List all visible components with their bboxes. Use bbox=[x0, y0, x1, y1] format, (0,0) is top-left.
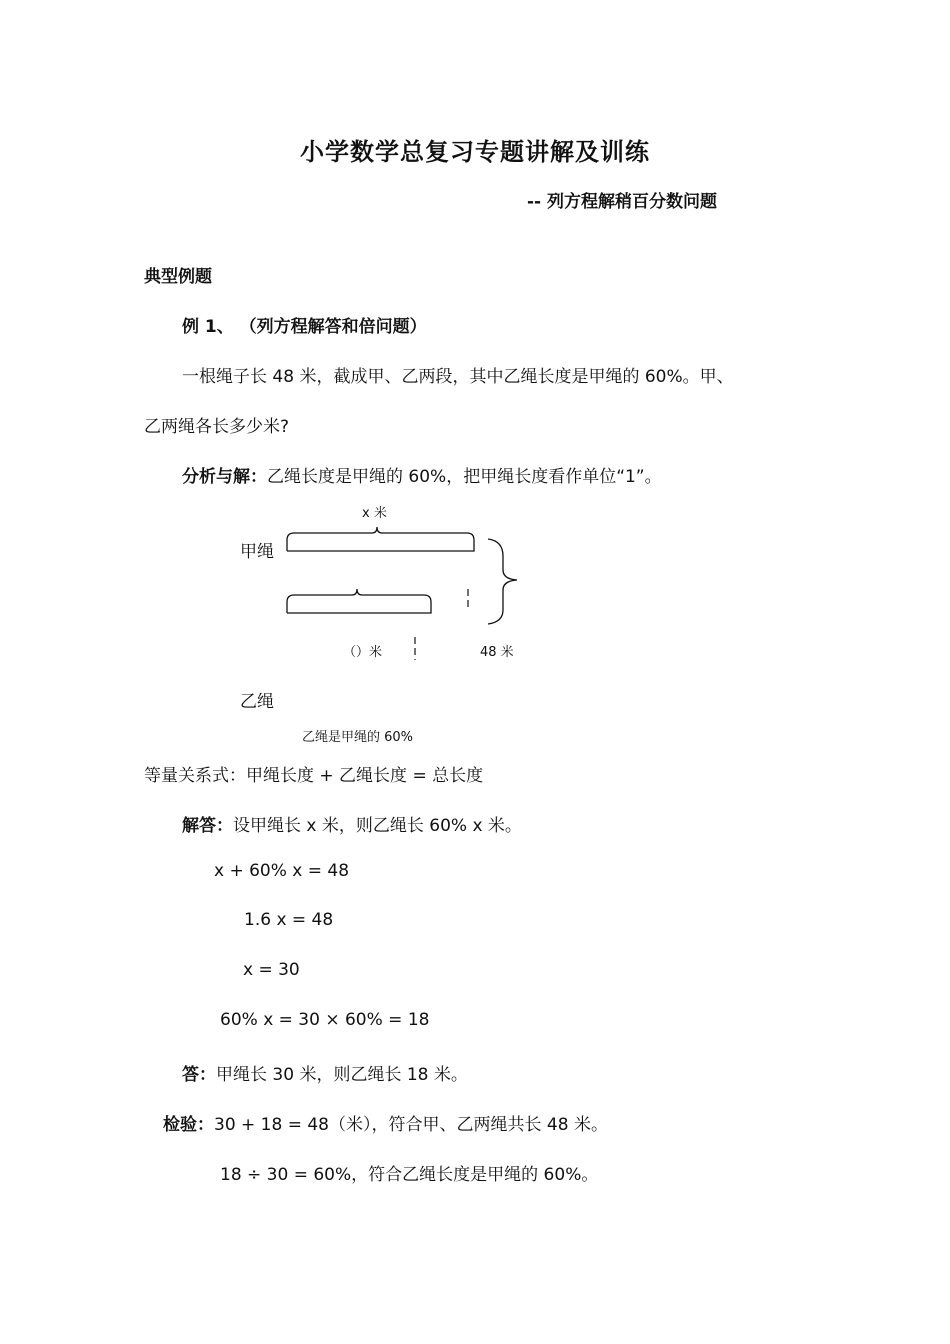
problem-line-2: 乙两绳各长多少米? bbox=[144, 417, 290, 437]
total-brace bbox=[488, 539, 517, 624]
check-paragraph bbox=[163, 1110, 608, 1135]
label-x-meters: x 米 bbox=[362, 506, 387, 521]
example-heading: 例 1、 （列方程解答和倍问题） bbox=[182, 317, 427, 337]
equation-1: x + 60% x = 48 bbox=[214, 861, 350, 881]
analysis-text: 乙绳长度是甲绳的 60%，把甲绳长度看作单位“1”。 bbox=[267, 467, 662, 487]
label-total: 48 米 bbox=[480, 645, 514, 660]
equation-4: 60% x = 30 × 60% = 18 bbox=[220, 1010, 430, 1030]
relation-line: 等量关系式：甲绳长度 + 乙绳长度 = 总长度 bbox=[144, 766, 484, 786]
page-subtitle: -- 列方程解稍百分数问题 bbox=[527, 192, 718, 212]
solution-label: 解答： bbox=[182, 816, 233, 836]
problem-line-1: 一根绳子长 48 米，截成甲、乙两段，其中乙绳长度是甲绳的 60%。甲、 bbox=[182, 367, 734, 387]
solution-text: 设甲绳长 x 米，则乙绳长 60% x 米。 bbox=[233, 816, 522, 836]
label-blank-meters: （）米 bbox=[343, 645, 383, 660]
analysis-label: 分析与解： bbox=[182, 467, 267, 487]
answer-text: 甲绳长 30 米，则乙绳长 18 米。 bbox=[216, 1065, 468, 1085]
equation-2: 1.6 x = 48 bbox=[244, 910, 334, 930]
section-heading: 典型例题 bbox=[144, 267, 212, 287]
jia-rope-brace bbox=[287, 527, 474, 551]
solution-paragraph bbox=[182, 811, 522, 836]
answer-label: 答： bbox=[182, 1065, 216, 1085]
answer-paragraph bbox=[182, 1060, 468, 1085]
diagram-caption: 乙绳是甲绳的 60% bbox=[302, 730, 414, 745]
label-yi-rope: 乙绳 bbox=[240, 692, 274, 712]
equation-3: x = 30 bbox=[243, 960, 300, 980]
check-label: 检验： bbox=[163, 1115, 214, 1135]
label-jia-rope: 甲绳 bbox=[240, 542, 274, 562]
yi-rope-brace bbox=[287, 589, 431, 613]
check-line-2: 18 ÷ 30 = 60%，符合乙绳长度是甲绳的 60%。 bbox=[220, 1165, 599, 1185]
page-title: 小学数学总复习专题讲解及训练 bbox=[300, 138, 650, 166]
check-line-1: 30 + 18 = 48（米），符合甲、乙两绳共长 48 米。 bbox=[214, 1115, 608, 1135]
